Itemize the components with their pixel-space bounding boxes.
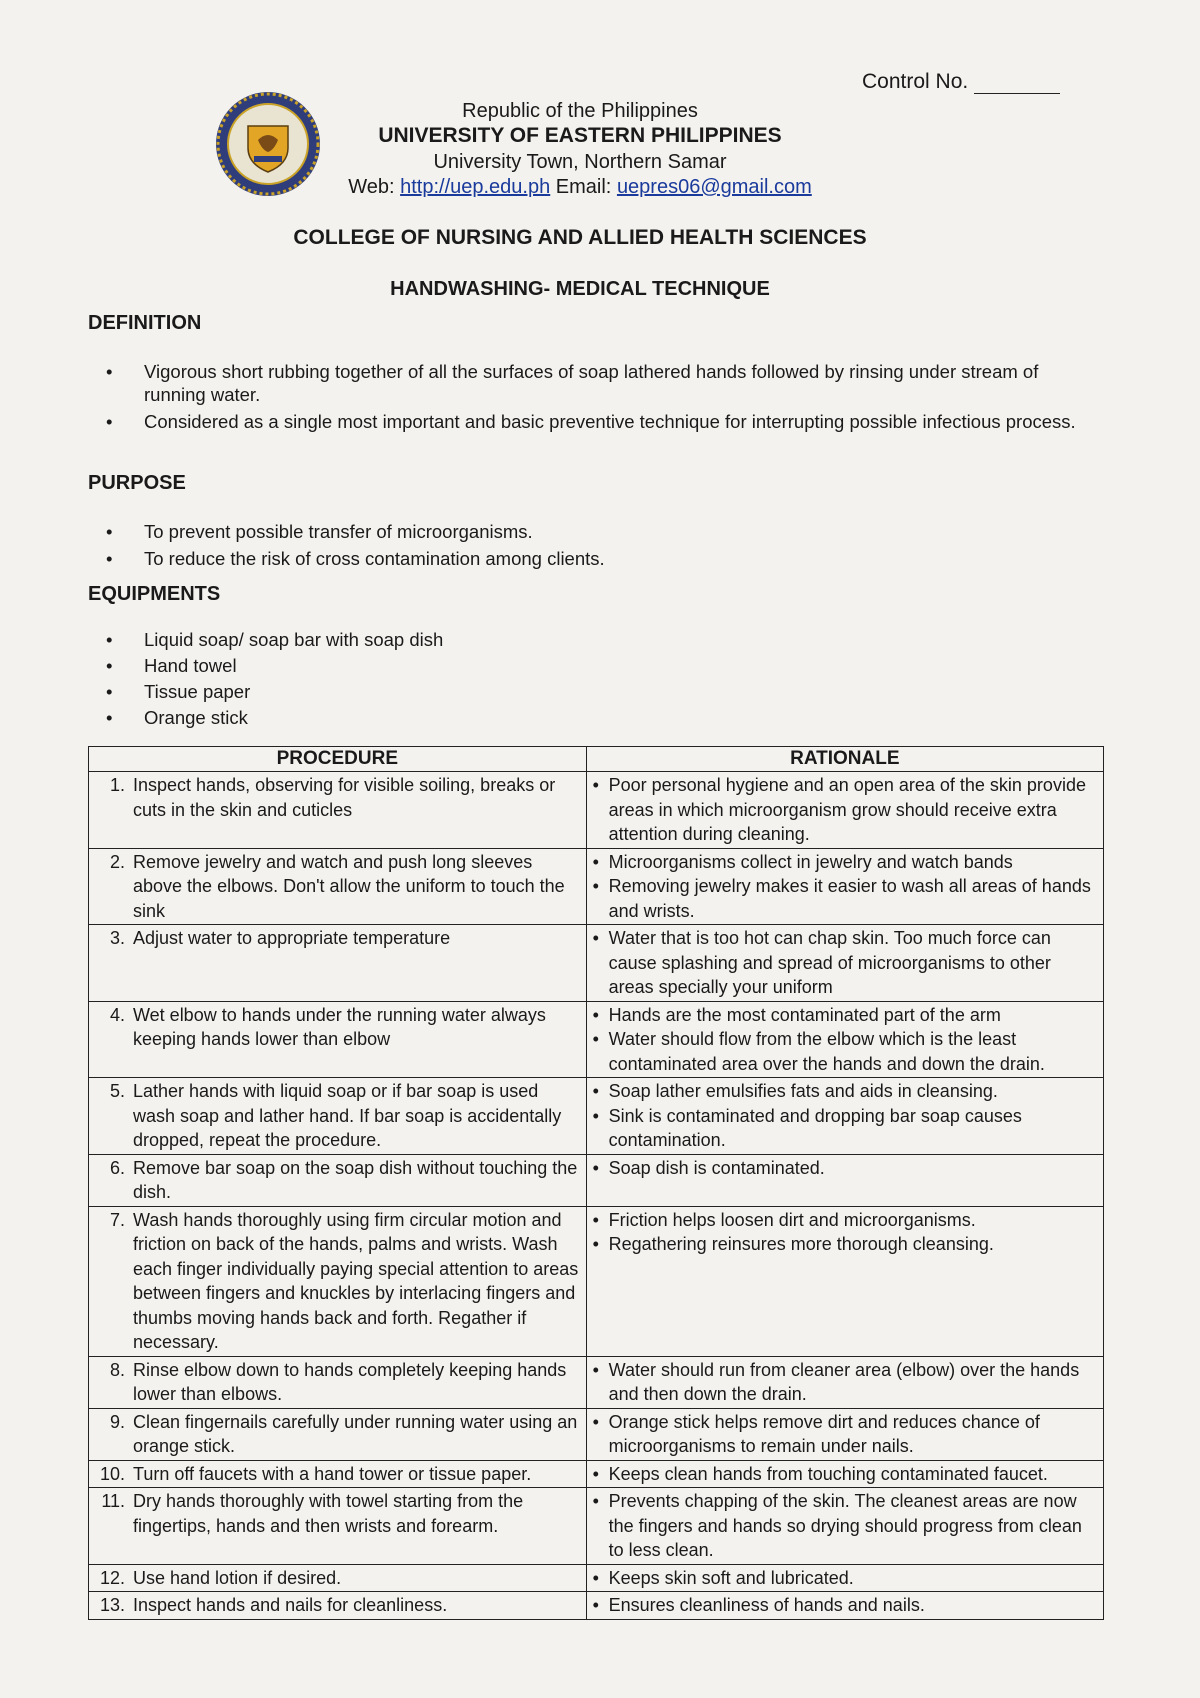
- equipment-text: Liquid soap/ soap bar with soap dish: [144, 629, 444, 650]
- step-number: 11.: [101, 1491, 125, 1511]
- step-text: Lather hands with liquid soap or if bar soap is used wash soap and lather hand. If bar soap is accidentally dropped, repeat the procedure.: [133, 1081, 562, 1150]
- rationale-text: Prevents chapping of the skin. The cleanest areas are now the fingers and hands so drying should progress from clean to less clean.: [608, 1491, 1082, 1560]
- republic-line: Republic of the Philippines: [462, 100, 698, 122]
- step-number: 2.: [109, 851, 125, 872]
- rationale-cell: [586, 1592, 1103, 1620]
- rationale-item: • Sink is contaminated and dropping bar soap causes contamination.: [593, 1104, 1097, 1153]
- table-row: [89, 1078, 1104, 1155]
- rationale-text: Regathering reinsures more thorough cleansing.: [608, 1234, 994, 1254]
- equipments-heading: EQUIPMENTS: [88, 583, 221, 605]
- rationale-text: Soap lather emulsifies fats and aids in cleansing.: [608, 1081, 998, 1101]
- table-row: [89, 1154, 1104, 1206]
- rationale-text: Soap dish is contaminated.: [608, 1157, 825, 1178]
- rationale-item: • Keeps clean hands from touching contaminated faucet.: [593, 1462, 1097, 1487]
- procedure-cell: [89, 1001, 587, 1078]
- table-row: [89, 772, 1104, 849]
- email-link[interactable]: uepres06@gmail.com: [616, 176, 812, 198]
- procedure-cell: [89, 1408, 587, 1460]
- rationale-cell: [586, 1001, 1103, 1078]
- rationale-text: Keeps clean hands from touching contaminated faucet.: [608, 1463, 1048, 1484]
- university-address: University Town, Northern Samar: [433, 151, 727, 173]
- procedure-cell: [89, 925, 587, 1002]
- table-row: [89, 1564, 1104, 1592]
- university-name: UNIVERSITY OF EASTERN PHILIPPINES: [378, 124, 782, 147]
- rationale-item: • Prevents chapping of the skin. The cleanest areas are now the fingers and hands so drying should progress from clean to less clean.: [593, 1489, 1097, 1563]
- step-number: 9.: [109, 1411, 125, 1432]
- table-row: [89, 1356, 1104, 1408]
- rationale-item: • Friction helps loosen dirt and microorganisms.: [593, 1208, 1097, 1233]
- step-number: 6.: [109, 1157, 125, 1178]
- purpose-heading: PURPOSE: [88, 472, 186, 494]
- web-link[interactable]: http://uep.edu.ph: [400, 176, 551, 198]
- rationale-item: • Water should flow from the elbow which is the least contaminated area over the hands and down the drain.: [593, 1027, 1097, 1076]
- rationale-item: • Ensures cleanliness of hands and nails.: [593, 1593, 1097, 1618]
- table-row: [89, 1206, 1104, 1356]
- step-text: Dry hands thoroughly with towel starting from the fingertips, hands and then wrists and forearm.: [133, 1491, 524, 1536]
- rationale-item: • Soap dish is contaminated.: [593, 1156, 1097, 1181]
- step-text: Remove jewelry and watch and push long sleeves above the elbows. Don't allow the uniform to touch the sink: [133, 851, 565, 921]
- rationale-text: Orange stick helps remove dirt and reduces chance of microorganisms to remain under nails.: [608, 1411, 1040, 1456]
- table-row: [89, 1001, 1104, 1078]
- rationale-cell: [586, 1564, 1103, 1592]
- rationale-text: Hands are the most contaminated part of the arm: [608, 1004, 1001, 1025]
- rationale-cell: [586, 1408, 1103, 1460]
- rationale-text: Sink is contaminated and dropping bar soap causes contamination.: [608, 1105, 1022, 1150]
- document-title: HANDWASHING- MEDICAL TECHNIQUE: [390, 278, 770, 300]
- rationale-item: • Hands are the most contaminated part of the arm: [593, 1003, 1097, 1028]
- rationale-item: • Water should run from cleaner area (elbow) over the hands and then down the drain.: [593, 1358, 1097, 1407]
- procedure-cell: [89, 1154, 587, 1206]
- rationale-text: Microorganisms collect in jewelry and watch bands: [608, 851, 1013, 872]
- rationale-text: Water should flow from the elbow which is the least contaminated area over the hands and down the drain.: [608, 1029, 1045, 1074]
- purpose-text: To prevent possible transfer of microorganisms.: [144, 521, 533, 542]
- rationale-item: • Poor personal hygiene and an open area of the skin provide areas in which microorganism grow should receive extra attention during cleaning.: [593, 773, 1097, 847]
- table-row: [89, 848, 1104, 925]
- table-row: [89, 1408, 1104, 1460]
- step-text: Clean fingernails carefully under running water using an orange stick.: [133, 1411, 578, 1456]
- rationale-cell: [586, 1154, 1103, 1206]
- procedure-cell: [89, 1206, 587, 1356]
- rationale-item: • Keeps skin soft and lubricated.: [593, 1566, 1097, 1591]
- step-number: 4.: [109, 1004, 125, 1025]
- control-label: Control No.: [862, 70, 969, 93]
- procedure-header: PROCEDURE: [89, 747, 587, 772]
- purpose-text: To reduce the risk of cross contamination among clients.: [144, 548, 605, 569]
- definition-heading: DEFINITION: [88, 312, 202, 334]
- rationale-text: Water should run from cleaner area (elbow) over the hands and then down the drain.: [608, 1359, 1080, 1404]
- table-row: [89, 1488, 1104, 1565]
- procedure-cell: [89, 1564, 587, 1592]
- rationale-cell: [586, 1488, 1103, 1565]
- contact-line: [260, 176, 900, 199]
- step-text: Rinse elbow down to hands completely keeping hands lower than elbows.: [133, 1359, 567, 1404]
- step-text: Use hand lotion if desired.: [133, 1567, 342, 1588]
- rationale-cell: [586, 1356, 1103, 1408]
- step-text: Wet elbow to hands under the running water always keeping hands lower than elbow: [133, 1004, 546, 1049]
- procedure-cell: [89, 1592, 587, 1620]
- step-number: 7.: [109, 1209, 125, 1230]
- rationale-cell: [586, 925, 1103, 1002]
- rationale-text: Water that is too hot can chap skin. Too much force can cause splashing and spread of microorganisms to other areas specially your uniform: [608, 928, 1051, 997]
- rationale-cell: [586, 848, 1103, 925]
- step-text: Inspect hands, observing for visible soiling, breaks or cuts in the skin and cuticles: [133, 775, 556, 820]
- step-number: 5.: [109, 1081, 125, 1101]
- step-number: 13.: [99, 1595, 125, 1615]
- step-number: 1.: [109, 775, 125, 795]
- procedure-cell: [89, 1356, 587, 1408]
- procedure-cell: [89, 772, 587, 849]
- control-blank: [974, 75, 1060, 94]
- procedure-table: [88, 746, 1104, 1620]
- equipment-text: Hand towel: [144, 655, 237, 676]
- step-text: Remove bar soap on the soap dish without touching the dish.: [133, 1157, 578, 1202]
- rationale-cell: [586, 1206, 1103, 1356]
- rationale-text: Removing jewelry makes it easier to wash all areas of hands and wrists.: [608, 876, 1091, 921]
- table-row: [89, 925, 1104, 1002]
- rationale-item: • Regathering reinsures more thorough cleansing.: [593, 1232, 1097, 1257]
- rationale-cell: [586, 1460, 1103, 1488]
- rationale-item: • Orange stick helps remove dirt and reduces chance of microorganisms to remain under nails.: [593, 1410, 1097, 1459]
- equipment-text: Orange stick: [144, 707, 248, 728]
- equipment-text: Tissue paper: [144, 681, 251, 702]
- procedure-cell: [89, 1078, 587, 1155]
- procedure-table-body: [89, 772, 1104, 1620]
- rationale-cell: [586, 772, 1103, 849]
- step-number: 3.: [109, 928, 125, 948]
- rationale-cell: [586, 1078, 1103, 1155]
- procedure-cell: [89, 848, 587, 925]
- table-header-row: [89, 747, 1104, 772]
- step-text: Wash hands thoroughly using firm circular motion and friction on back of the hands, palms and wrists. Wash each finger individually paying special attention to areas between fingers and knuckles by interlacing fingers and thumbs moving hands back and forth. Regather if necessary.: [133, 1209, 579, 1352]
- rationale-text: Poor personal hygiene and an open area of the skin provide areas in which microorganism grow should receive extra attention during cleaning.: [608, 775, 1086, 844]
- definition-text: Considered as a single most important and basic preventive technique for interrupting possible infectious process.: [144, 411, 1076, 432]
- rationale-item: • Microorganisms collect in jewelry and watch bands: [593, 850, 1097, 875]
- step-number: 12.: [99, 1567, 125, 1588]
- rationale-item: • Soap lather emulsifies fats and aids in cleansing.: [593, 1079, 1097, 1104]
- table-row: [89, 1460, 1104, 1488]
- document-page: Control No. Republic of the Philippines UNIVERSITY OF EASTERN PHILIPPINES University Town, Northern Samar Web: http://uep.edu.ph Email: uepres06@gmail.com COLLEGE OF NURSING AND ALLIED HEALTH SCIENCES HANDWASHING- MEDICAL TECHNIQUE DEFINITION • Vigorous short rubbing together of all the surfaces of soap lathered hands followed by rinsing under stream of running water. • Considered as a single most important and basic preventive technique for interrupting possible infectious process. PURPOSE • To prevent possible transfer of microorganisms. • To reduce the risk of cross contamination among clients. EQUIPMENTS • Liquid soap/ soap bar with soap dish • Hand towel • Tissue paper • Orange stick PROCEDURE RATIONALE 1. Inspect hands, observing for visible soiling, breaks or cuts in the skin and cuticles • Poor personal hygiene and an open area of the skin provide areas in which microorganism grow should receive extra attention during cleaning. 2. Remove jewelry and watch and push long sleeves above the elbows. Don't allow the uniform to touch the sink • Microorganisms collect in jewelry and watch bands • Removing jewelry makes it easier to wash all areas of hands and wrists. 3. Adjust water to appropriate temperature • Water that is too hot can chap skin. Too much force can cause splashing and spread of microorganisms to other areas specially your uniform 4. Wet elbow to hands under the running water always keeping hands lower than elbow • Hands are the most contaminated part of the arm • Water should flow from the elbow which is the least contaminated area over the hands and down the drain. 5. Lather hands with liquid soap or if bar soap is used wash soap and lather hand. If bar soap is accidentally dropped, repeat the procedure. • Soap lather emulsifies fats and aids in cleansing. • Sink is contaminated and dropping bar soap causes contamination. 6. Remove bar soap on the soap dish without touching the dish. • Soap dish is contaminated. 7. Wash hands thoroughly using firm circular motion and friction on back of the hands, palms and wrists. Wash each finger individually paying special attention to areas between fingers and knuckles by interlacing fingers and thumbs moving hands back and forth. Regather if necessary. • Friction helps loosen dirt and microorganisms. • Regathering reinsures more thorough cleansing. 8. Rinse elbow down to hands completely keeping hands lower than elbows. • Water should run from cleaner area (elbow) over the hands and then down the drain. 9. Clean fingernails carefully under running water using an orange stick. • Orange stick helps remove dirt and reduces chance of microorganisms to remain under nails. 10. Turn off faucets with a hand tower or tissue paper. • Keeps clean hands from touching contaminated faucet. 11. Dry hands thoroughly with towel starting from the fingertips, hands and then wrists and forearm. • Prevents chapping of the skin. The cleanest areas are now the fingers and hands so drying should progress from clean to less clean. 12. Use hand lotion if desired. • Keeps skin soft and lubricated. 13. Inspect hands and nails for cleanliness. • Ensures cleanliness of hands and nails.: [0, 0, 1200, 1698]
- step-number: 10.: [99, 1463, 125, 1484]
- step-number: 8.: [109, 1359, 125, 1380]
- rationale-text: Keeps skin soft and lubricated.: [608, 1567, 854, 1588]
- step-text: Adjust water to appropriate temperature: [133, 928, 451, 948]
- web-label: Web:: [348, 176, 395, 198]
- rationale-text: Friction helps loosen dirt and microorganisms.: [608, 1209, 976, 1230]
- rationale-header: RATIONALE: [586, 747, 1103, 772]
- procedure-cell: [89, 1488, 587, 1565]
- rationale-item: • Removing jewelry makes it easier to wash all areas of hands and wrists.: [593, 874, 1097, 923]
- table-row: [89, 1592, 1104, 1620]
- procedure-cell: [89, 1460, 587, 1488]
- email-label: Email:: [555, 176, 612, 198]
- control-number: [862, 70, 1060, 94]
- rationale-text: Ensures cleanliness of hands and nails.: [608, 1595, 925, 1615]
- step-text: Turn off faucets with a hand tower or tissue paper.: [133, 1463, 532, 1484]
- step-text: Inspect hands and nails for cleanliness.: [133, 1595, 448, 1615]
- definition-text: Vigorous short rubbing together of all the surfaces of soap lathered hands followed by rinsing under stream of running water.: [144, 361, 1039, 405]
- college-name: COLLEGE OF NURSING AND ALLIED HEALTH SCIENCES: [293, 226, 867, 249]
- rationale-item: • Water that is too hot can chap skin. Too much force can cause splashing and spread of microorganisms to other areas specially your uniform: [593, 926, 1097, 1000]
